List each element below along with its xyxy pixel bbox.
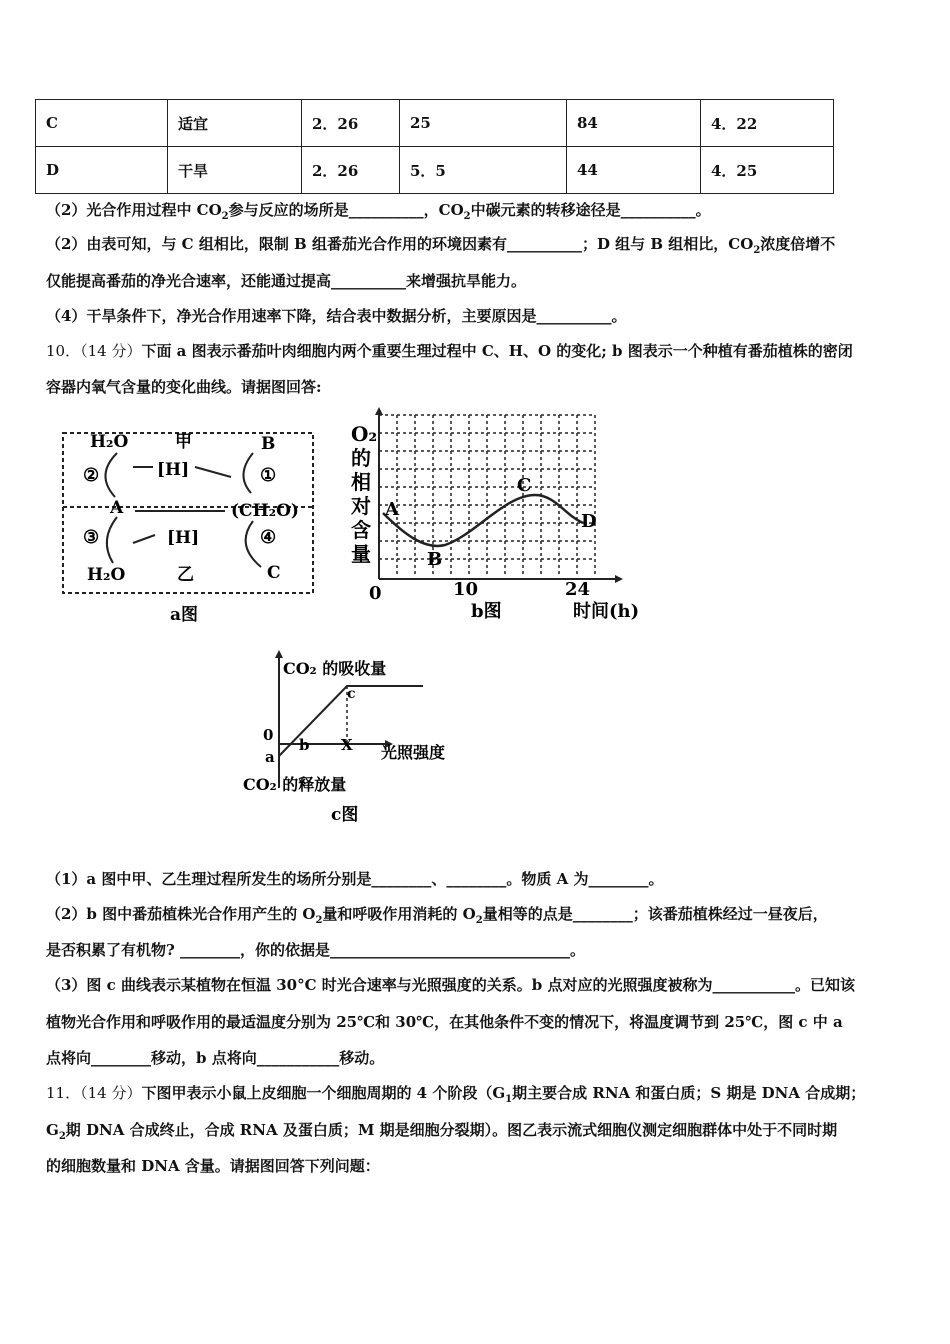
text: 参与反应的场所是 [228, 201, 349, 219]
table-cell: C [36, 100, 168, 147]
x-tick-0: 0 [369, 583, 382, 604]
text: 期 DNA 合成终止，合成 RNA 及蛋白质；M 期是细胞分裂期）。图乙表示流式细胞仪测定细胞群体中处于不同时期 [65, 1121, 838, 1139]
label-c2: ② [83, 465, 100, 486]
y-axis-arrow [375, 407, 383, 415]
q10-part-3-cont [46, 1011, 843, 1032]
o2-curve [383, 495, 583, 546]
text: 容器内氧气含量的变化曲线。请据图回答: [46, 378, 322, 396]
subscript: 2 [315, 915, 323, 926]
text: 中碳元素的转移途径是 [470, 201, 621, 219]
text: （1）a 图中甲、乙生理过程所发生的场所分别是 [46, 870, 372, 888]
q11-stem-line-1 [46, 1082, 865, 1105]
text: 量相等的点是 [482, 905, 573, 923]
text: ，CO [423, 201, 464, 219]
text: 浓度倍增不 [760, 235, 836, 253]
text: （4）干旱条件下，净光合作用速率下降，结合表中数据分析，主要原因是 [46, 307, 537, 325]
y-label-char: 的 [351, 446, 371, 470]
x-axis-label: 光照强度 [381, 743, 446, 762]
table-cell: D [36, 147, 168, 194]
figure-a-caption: a图 [170, 605, 199, 625]
text: 点将向 [46, 1049, 92, 1067]
answer-blank[interactable]: __________ [506, 235, 582, 253]
answer-blank[interactable]: ________________________________ [330, 941, 571, 959]
subscript: 2 [463, 211, 471, 222]
answer-blank[interactable]: ________ [371, 870, 432, 888]
subscript: 2 [753, 245, 761, 256]
table-cell: 2．26 [302, 100, 400, 147]
text: （2）光合作用过程中 CO [46, 201, 222, 219]
q10-part-3 [46, 974, 855, 995]
y-down-label: CO₂ 的释放量 [243, 775, 347, 794]
table-cell: 4．25 [701, 147, 834, 194]
text: ；D 组与 B 组相比，CO [581, 235, 754, 253]
figure-a [55, 425, 325, 630]
text: 。已知该 [795, 976, 856, 994]
text: 量和呼吸作用消耗的 O [322, 905, 476, 923]
table-cell: 4．22 [701, 100, 834, 147]
y-label-char: O₂ [351, 422, 378, 446]
arrow-line [133, 535, 155, 543]
label-c4: ④ [260, 527, 277, 548]
x-axis-label: 时间(h) [573, 601, 640, 622]
q9-line-3 [46, 270, 526, 291]
point-c: C [517, 475, 532, 496]
text: 。物质 A 为 [506, 870, 589, 888]
x-tick-24: 24 [565, 579, 591, 600]
label-c1: ① [260, 465, 277, 486]
table-cell: 84 [567, 100, 701, 147]
point-b: B [427, 549, 443, 570]
label-h2: [H] [167, 528, 200, 548]
y-label [351, 422, 377, 566]
x-tick-10: 10 [453, 579, 479, 600]
text: 的细胞数量和 DNA 含量。请据图回答下列问题： [46, 1157, 380, 1175]
text: 。 [648, 870, 664, 888]
subscript: 2 [475, 915, 483, 926]
text: 是否积累了有机物? [46, 941, 181, 959]
text: ，你的依据是 [240, 941, 331, 959]
table-cell: 5．5 [400, 147, 567, 194]
table-row [36, 100, 834, 147]
answer-blank[interactable]: ________ [180, 941, 241, 959]
data-table [35, 99, 834, 194]
y-up-label: CO₂ 的吸收量 [283, 659, 387, 678]
text: 移动。 [339, 1049, 385, 1067]
answer-blank[interactable]: __________ [536, 307, 612, 325]
label-h1: [H] [157, 460, 190, 480]
answer-blank[interactable]: __________ [620, 201, 696, 219]
arrow-curve [246, 521, 261, 567]
text: 下图甲表示小鼠上皮细胞一个细胞周期的 4 个阶段（G [141, 1084, 506, 1102]
y-label-char: 量 [351, 542, 371, 566]
figure-b-caption: b图 [471, 601, 502, 622]
subscript: 2 [58, 1131, 66, 1142]
table-cell: 2．26 [302, 147, 400, 194]
text: 。 [611, 307, 627, 325]
question-score: （14 分） [80, 1084, 142, 1102]
point-a: A [385, 499, 399, 520]
q10-part-1 [46, 868, 664, 889]
question-number: 10． [46, 342, 81, 360]
figure-b [345, 405, 655, 635]
subscript: 2 [221, 211, 229, 222]
table-cell: 25 [400, 100, 567, 147]
y-axis-arrow [275, 650, 283, 658]
text: 、 [431, 870, 447, 888]
label-c3: ③ [83, 527, 100, 548]
origin-label: 0 [263, 726, 274, 744]
label-c: C [267, 563, 281, 583]
grid [379, 415, 595, 577]
arrow-curve [105, 453, 117, 497]
point-d: D [581, 511, 597, 532]
text: （2）b 图中番茄植株光合作用产生的 O [46, 905, 316, 923]
q9-line-4 [46, 305, 626, 326]
answer-blank[interactable]: ________ [446, 870, 507, 888]
figure-c-caption: c图 [331, 805, 359, 825]
arrow-line [195, 467, 231, 477]
y-label-char: 相 [351, 470, 371, 494]
q9-line-1 [46, 199, 711, 222]
answer-blank[interactable]: __________ [331, 272, 407, 290]
label-ch2o: (CH₂O) [231, 501, 299, 521]
text: G [46, 1121, 59, 1139]
answer-blank[interactable]: ________ [588, 870, 649, 888]
text: （3）图 c 曲线表示某植物在恒温 30°C 时光合速率与光照强度的关系。b 点对应的光照强度被称为 [46, 976, 713, 994]
text: 期主要合成 RNA 和蛋白质；S 期是 DNA 合成期； [512, 1084, 866, 1102]
answer-blank[interactable]: ___________ [712, 976, 795, 994]
question-score: （14 分） [80, 342, 142, 360]
answer-blank[interactable]: __________ [348, 201, 424, 219]
point-a: a [265, 748, 275, 766]
answer-blank[interactable]: ___________ [256, 1049, 340, 1067]
answer-blank[interactable]: ________ [572, 905, 633, 923]
text: 仅能提高番茄的净光合速率，还能通过提高 [46, 272, 332, 290]
point-b: b [299, 736, 310, 754]
y-label-char: 对 [351, 494, 371, 518]
figure-c [235, 648, 475, 828]
subscript: 1 [505, 1094, 513, 1105]
q11-stem-line-2 [46, 1119, 837, 1142]
text: 植物光合作用和呼吸作用的最适温度分别为 25℃和 30℃，在其他条件不变的情况下，将温度调节到 25℃，图 c 中 a [46, 1013, 843, 1031]
label-b: B [261, 434, 276, 454]
x-axis-arrow [615, 575, 623, 583]
q10-part-2 [46, 903, 828, 926]
table-cell: 干旱 [168, 147, 302, 194]
table-cell: 适宜 [168, 100, 302, 147]
text: （2）由表可知，与 C 组相比，限制 B 组番茄光合作用的环境因素有 [46, 235, 507, 253]
q10-stem-line-1 [46, 340, 853, 361]
label-a: A [110, 498, 124, 518]
text: ；该番茄植株经过一昼夜后， [632, 905, 828, 923]
y-label-char: 含 [351, 518, 371, 542]
arrow-curve [243, 453, 253, 493]
q10-stem-line-2 [46, 376, 322, 397]
point-c: c [347, 686, 356, 702]
label-yi: 乙 [177, 565, 194, 585]
arrow-curve [107, 517, 117, 563]
answer-blank[interactable]: ________ [91, 1049, 152, 1067]
text: 。 [570, 941, 586, 959]
table-row [36, 147, 834, 194]
q10-part-2-cont [46, 939, 585, 960]
label-h2o-bottom: H₂O [87, 565, 126, 585]
text: 。 [695, 201, 711, 219]
q9-line-2 [46, 233, 835, 256]
table-cell: 44 [567, 147, 701, 194]
point-x: X [341, 736, 353, 754]
label-h2o-top: H₂O [90, 432, 129, 452]
q11-stem-line-3 [46, 1155, 380, 1176]
label-jia: 甲 [175, 432, 192, 452]
text: 来增强抗旱能力。 [406, 272, 527, 290]
text: 下面 a 图表示番茄叶肉细胞内两个重要生理过程中 C、H、O 的变化; b 图表示一个种植有番茄植株的密闭 [141, 342, 853, 360]
q10-part-3-cont2 [46, 1047, 384, 1068]
text: 移动，b 点将向 [151, 1049, 257, 1067]
question-number: 11． [46, 1084, 81, 1102]
